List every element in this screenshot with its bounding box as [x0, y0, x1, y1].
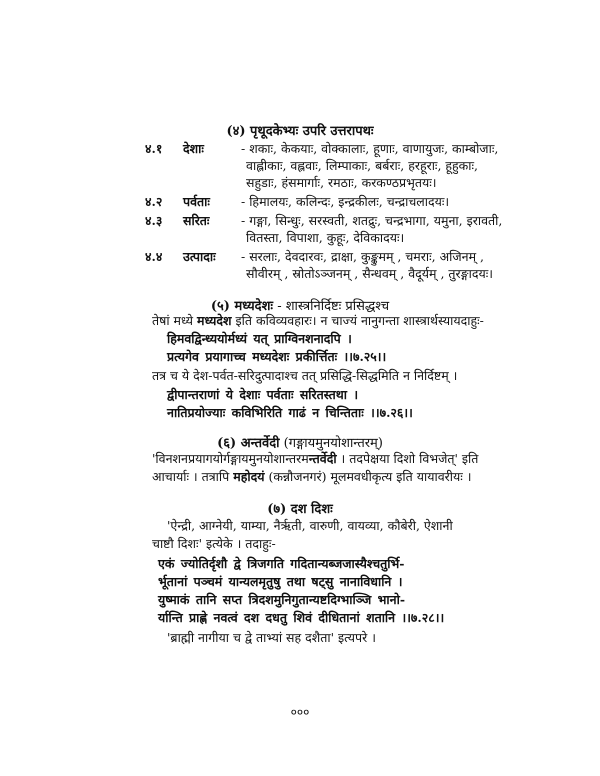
section-7-intro-2: चाष्टौ दिशः' इत्येके । तदाहुः-: [152, 536, 276, 551]
verse-7-25-line-2: प्रत्यगेव प्रयागाच्च मध्यदेशः प्रकीर्त्तितः ।।७.२५।।: [167, 349, 387, 364]
row-4-1: [145, 141, 498, 157]
row-label: सरितः: [183, 213, 210, 228]
verse-7-26-line-2: नातिप्रयोज्याः कविभिरिति गाढं न चिन्तिताः ।।७.२६।।: [167, 405, 413, 420]
section-7-closing: 'ब्राह्मी नागीया च द्वे ताभ्यां सह दशैता' इत्यपरे ।: [167, 630, 376, 645]
text-bold: महोदयं: [233, 469, 265, 484]
row-text: - हिमालयः, कलिन्दः, इन्द्रकीलः, चन्द्राचलादयः।: [241, 194, 450, 209]
row-text: - गङ्गा, सिन्धुः, सरस्वती, शतद्रुः, चन्द्रभागा, यमुना, इरावती,: [241, 213, 503, 228]
section-4-heading: (४) पृथूदकेभ्यः उपरि उत्तरापथः: [226, 124, 374, 139]
row-4-1-line-3: सहुडाः, हंसमार्गाः, रमठाः, करकण्ठप्रभृतयः।: [246, 175, 437, 190]
section-5-title: (५) मध्यदेशः: [210, 299, 274, 314]
section-6-line-1: [152, 451, 478, 467]
text-bold: न्तर्वेदी: [308, 451, 337, 466]
intro-bold: मध्यदेश: [196, 313, 232, 328]
row-label: देशाः: [183, 141, 204, 156]
row-4-2: [145, 194, 449, 210]
row-text: - शकाः, केकयाः, वोक्कालाः, हूणाः, वाणायुजः, काम्बोजाः,: [241, 141, 499, 156]
verse-7-28-line-2: र्भूतानां पञ्चमं यान्यलमृतुषु तथा षट्सु नानाविधानि ।: [158, 574, 403, 589]
section-5-heading: [0, 296, 600, 314]
row-4-3: [145, 213, 502, 229]
row-4-4-line-2: सौवीरम् , स्रोतोऽञ्जनम् , सैन्धवम् , वैदूर्यम् , तुरङ्गादयः।: [246, 266, 493, 281]
text-rest: (कन्नौजनगरं) मूलमवधीकृत्य इति यायावरीयः ।: [264, 469, 472, 484]
row-text: - सरलाः, देवदारवः, द्राक्षा, कुङ्कुमम् , चमराः, अजिनम् ,: [241, 249, 485, 264]
row-number: ४.४: [145, 249, 163, 264]
row-4-1-line-2: वाह्लीकाः, वह्लवाः, लिम्पाकाः, बर्बराः, हरहूराः, हूहुकाः,: [246, 158, 479, 173]
section-7-intro-1: 'ऐन्द्री, आग्नेयी, याम्या, नैर्ऋती, वारुणी, वायव्या, कौबेरी, ऐशानी: [167, 518, 453, 533]
row-label: पर्वताः: [183, 194, 210, 209]
verse-7-26-line-1: द्वीपान्तराणां ये देशाः पर्वताः सरितस्तथा ।: [167, 387, 359, 402]
row-4-4: [145, 249, 484, 265]
row-number: ४.३: [145, 213, 163, 228]
section-6-subtitle: (गङ्गायमुनयोशान्तरम्): [279, 436, 383, 451]
section-6-title: (६) अन्तर्वेदी: [217, 436, 280, 451]
row-label: उत्पादाः: [183, 249, 216, 264]
section-5-mid: तत्र च ये देश-पर्वत-सरिदुत्पादाश्च तत् प्रसिद्धि-सिद्धमिति न निर्दिष्टम् ।: [152, 368, 458, 383]
verse-7-28-line-3: युष्माकं तानि सप्त त्रिदशमुनिगुतान्यष्टदिग्भाञ्जि भानो-: [158, 592, 406, 607]
section-6-heading: [0, 433, 600, 451]
intro-text: तेषां मध्ये: [152, 313, 197, 328]
section-5-subtitle: - शास्त्रनिर्दिष्टः प्रसिद्धश्च: [273, 299, 390, 314]
verse-7-28-line-1: एकं ज्योतिर्दृशौ द्वे त्रिजगति गदितान्यब्जजास्यैश्चतुर्भि-: [158, 556, 405, 571]
row-4-3-line-2: वितस्ता, विपाशा, कुहूः, देविकादयः।: [246, 230, 405, 245]
section-5-intro: [152, 313, 484, 329]
verse-7-28-line-4: र्यान्ति प्राह्णे नवत्वं दश दधतु शिवं दीधितानां शतानि ।।७.२८।।: [158, 610, 445, 625]
text: 'विनशनप्रयागयोर्गङ्गायमुनयोशान्तरम: [152, 451, 309, 466]
text: आचार्याः । तत्रापि: [152, 469, 234, 484]
intro-text-rest: इति कविव्यवहारः। न चाज्यं नानुगन्ता शास्त्रार्थस्यायदाहुः-: [231, 313, 484, 328]
section-7-heading: (७) दश दिशः: [267, 502, 333, 517]
verse-7-25-line-1: हिमवद्विन्ध्ययोर्मध्यं यत् प्राग्विनशनादपि ।: [167, 331, 352, 346]
row-number: ४.२: [145, 194, 163, 209]
row-number: ४.१: [145, 141, 163, 156]
page-number: ०००: [290, 705, 310, 719]
section-6-line-2: [152, 469, 472, 485]
text-rest: । तदपेक्षया दिशो विभजेत्' इति: [336, 451, 479, 466]
